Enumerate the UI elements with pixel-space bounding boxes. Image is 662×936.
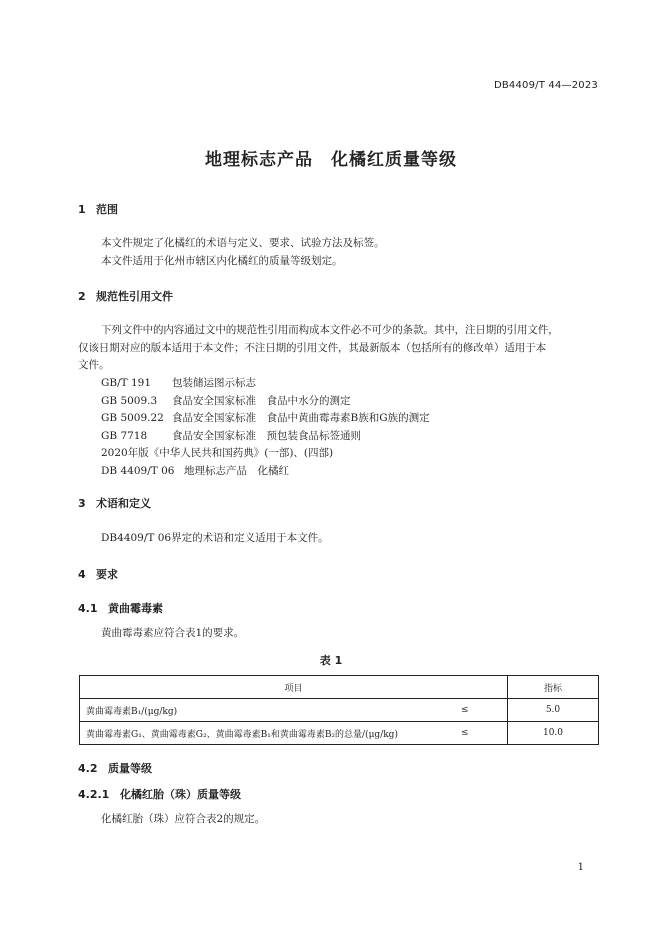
header-cell-item: 项目 <box>80 676 508 699</box>
section-title: 要求 <box>96 568 118 581</box>
header-cell-index: 指标 <box>508 676 599 699</box>
page-number: 1 <box>577 862 584 873</box>
subsection-4-1-heading <box>78 600 163 616</box>
table-row <box>80 699 599 722</box>
paragraph: 本文件适用于化州市辖区内化橘红的质量等级划定。 <box>101 255 343 267</box>
paragraph-continued: 仅该日期对应的版本适用于本文件；不注日期的引用文件，其最新版本（包括所有的修改单）适用于本 <box>78 342 546 354</box>
section-title: 规范性引用文件 <box>96 290 173 303</box>
section-title: 术语和定义 <box>96 497 151 510</box>
cell-value: 5.0 <box>508 699 599 722</box>
cell-item: 黄曲霉毒素B₁/(μg/kg) <box>80 699 456 722</box>
section-title: 化橘红胎（珠）质量等级 <box>120 788 241 801</box>
section-number: 4.2 <box>78 762 98 775</box>
reference-code: DB 4409/T 06 <box>101 465 175 477</box>
section-number: 3 <box>78 497 86 510</box>
subsection-4-2-heading <box>78 760 152 776</box>
reference-title: 2020年版《中华人民共和国药典》(一部)、(四部) <box>101 447 334 459</box>
paragraph: DB4409/T 06界定的术语和定义适用于本文件。 <box>101 532 329 544</box>
section-number: 4.2.1 <box>78 788 110 801</box>
cell-operator: ≤ <box>455 699 508 722</box>
document-title: 地理标志产品 化橘红质量等级 <box>205 150 457 170</box>
section-1-heading <box>78 201 118 217</box>
section-2-heading <box>78 288 173 304</box>
paragraph: 化橘红胎（珠）应符合表2的规定。 <box>101 813 266 825</box>
paragraph-continued: 文件。 <box>78 359 110 371</box>
section-title: 质量等级 <box>108 762 152 775</box>
section-number: 1 <box>78 203 86 216</box>
reference-item <box>101 445 333 460</box>
reference-code: GB 5009.22 <box>101 412 164 424</box>
paragraph: 下列文件中的内容通过文中的规范性引用而构成本文件必不可少的条款。其中，注日期的引用文件， <box>101 324 559 336</box>
reference-item <box>101 375 256 390</box>
table-row <box>80 722 599 745</box>
reference-item <box>101 463 289 478</box>
section-title: 范围 <box>96 203 118 216</box>
reference-title: 食品安全国家标准 食品中水分的测定 <box>172 395 351 407</box>
table-caption: 表 1 <box>319 654 343 667</box>
reference-code: GB 5009.3 <box>101 395 158 407</box>
cell-value: 10.0 <box>508 722 599 745</box>
reference-item <box>101 393 351 408</box>
cell-operator: ≤ <box>455 722 508 745</box>
reference-code: GB/T 191 <box>101 377 152 389</box>
table-header-row <box>80 676 599 699</box>
section-3-heading <box>78 495 151 511</box>
reference-title: 包装储运图示标志 <box>172 377 256 389</box>
subsection-4-2-1-heading <box>78 786 241 802</box>
reference-title: 食品安全国家标准 预包装食品标签通则 <box>172 430 361 442</box>
reference-code: GB 7718 <box>101 430 148 442</box>
aflatoxin-table <box>79 675 599 745</box>
paragraph: 黄曲霉毒素应符合表1的要求。 <box>101 627 245 639</box>
standard-code: DB4409/T 44—2023 <box>493 80 598 91</box>
section-number: 4.1 <box>78 602 98 615</box>
reference-title: 食品安全国家标准 食品中黄曲霉毒素B族和G族的测定 <box>172 412 430 424</box>
reference-item <box>101 428 361 443</box>
reference-title: 地理标志产品 化橘红 <box>184 465 289 477</box>
section-number: 4 <box>78 568 86 581</box>
reference-item <box>101 410 430 425</box>
section-4-heading <box>78 566 118 582</box>
section-number: 2 <box>78 290 86 303</box>
cell-item: 黄曲霉毒素G₁、黄曲霉毒素G₂、黄曲霉毒素B₁和黄曲霉毒素B₂的总量/(μg/kg) <box>80 722 456 745</box>
paragraph: 本文件规定了化橘红的术语与定义、要求、试验方法及标签。 <box>101 237 385 249</box>
section-title: 黄曲霉毒素 <box>108 602 163 615</box>
